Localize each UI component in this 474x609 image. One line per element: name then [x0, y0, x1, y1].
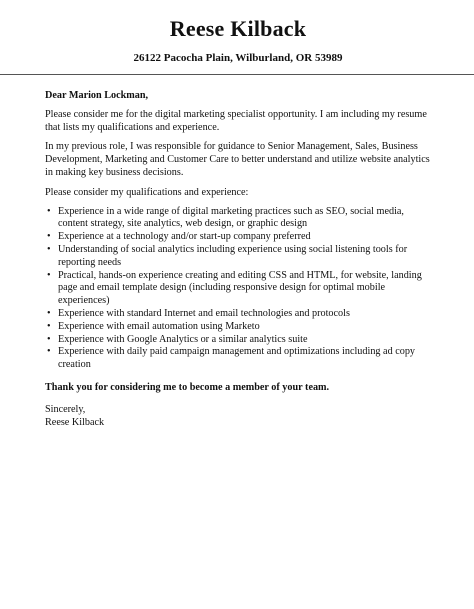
- list-item: • Practical, hands-on experience creating and editing CSS and HTML, for website, landing page and email template design (including responsive design for optimal mobile experiences): [45, 270, 431, 308]
- letter-body: [45, 90, 431, 429]
- intro-paragraph: Please consider me for the digital marketing specialist opportunity. I am including my resume that lists my qualifications and experience.: [45, 108, 427, 133]
- applicant-name: Reese Kilback: [169, 16, 307, 41]
- list-item: • Experience with Google Analytics or a similar analytics suite: [45, 334, 431, 347]
- list-item: • Experience with standard Internet and email technologies and protocols: [45, 308, 431, 321]
- list-item: • Experience at a technology and/or start-up company preferred: [45, 231, 431, 244]
- header-divider: [0, 74, 474, 75]
- signoff: Sincerely,: [45, 403, 86, 415]
- thank-you-line: Thank you for considering me to become a member of your team.: [45, 381, 330, 393]
- salutation: Dear Marion Lockman,: [45, 90, 149, 101]
- qualifications-list: [45, 206, 431, 372]
- previous-role-paragraph: In my previous role, I was responsible for guidance to Senior Management, Sales, Business Development, Marketing and Customer Care to better understand and utilize website analytics in making key business decisions.: [45, 141, 430, 178]
- qualifications-intro: Please consider my qualifications and experience:: [45, 186, 249, 198]
- signature-name: Reese Kilback: [45, 416, 105, 428]
- closing-block: [45, 404, 431, 430]
- list-item: • Experience with daily paid campaign management and optimizations including ad copy creation: [45, 346, 431, 372]
- applicant-address: 26122 Pacocha Plain, Wilburland, OR 53989: [133, 52, 343, 64]
- list-item: • Experience with email automation using Marketo: [45, 321, 431, 334]
- list-item: • Experience in a wide range of digital marketing practices such as SEO, social media, content strategy, site analytics, web design, or graphic design: [45, 206, 431, 232]
- list-item: • Understanding of social analytics including experience using social listening tools for reporting needs: [45, 244, 431, 270]
